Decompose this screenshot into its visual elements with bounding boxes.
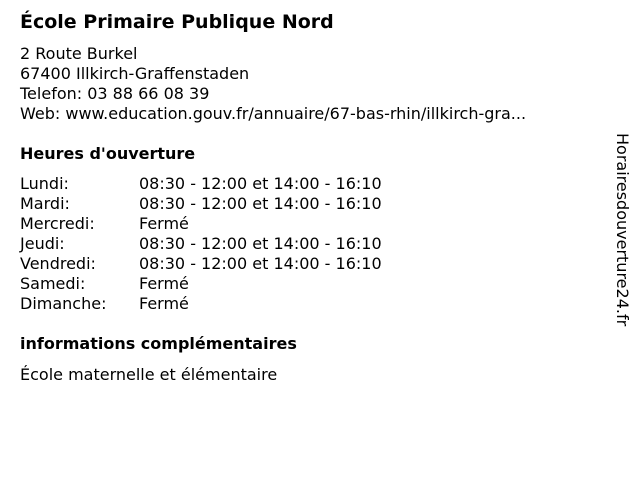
day-label: Vendredi: <box>20 254 96 273</box>
address-block <box>20 44 526 124</box>
phone-number: Telefon: 03 88 66 08 39 <box>20 84 210 103</box>
hours-row-sunday <box>20 294 382 314</box>
city-address: 67400 Illkirch-Graffenstaden <box>20 64 250 83</box>
day-label: Dimanche: <box>20 294 107 313</box>
additional-info-heading: informations complémentaires <box>20 334 297 353</box>
additional-info-text: École maternelle et élémentaire <box>20 365 278 384</box>
day-label: Mardi: <box>20 194 70 213</box>
place-name: École Primaire Publique Nord <box>20 11 334 33</box>
street-address: 2 Route Burkel <box>20 44 138 63</box>
opening-hours-heading: Heures d'ouverture <box>20 144 196 163</box>
hours-row-wednesday <box>20 214 382 234</box>
hours-row-saturday <box>20 274 382 294</box>
day-label: Samedi: <box>20 274 86 293</box>
time-value: Fermé <box>139 274 189 293</box>
hours-row-friday <box>20 254 382 274</box>
opening-hours-table <box>20 174 382 314</box>
day-label: Lundi: <box>20 174 69 193</box>
time-value: 08:30 - 12:00 et 14:00 - 16:10 <box>139 174 382 193</box>
day-label: Jeudi: <box>20 234 65 253</box>
time-value: 08:30 - 12:00 et 14:00 - 16:10 <box>139 234 382 253</box>
time-value: Fermé <box>139 214 189 233</box>
time-value: 08:30 - 12:00 et 14:00 - 16:10 <box>139 194 382 213</box>
time-value: 08:30 - 12:00 et 14:00 - 16:10 <box>139 254 382 273</box>
hours-row-tuesday <box>20 194 382 214</box>
website-link[interactable]: Web: www.education.gouv.fr/annuaire/67-bas-rhin/illkirch-gra... <box>20 104 527 123</box>
site-watermark: Horairesdouverture24.fr <box>613 133 632 327</box>
time-value: Fermé <box>139 294 189 313</box>
hours-row-monday <box>20 174 382 194</box>
hours-row-thursday <box>20 234 382 254</box>
day-label: Mercredi: <box>20 214 95 233</box>
